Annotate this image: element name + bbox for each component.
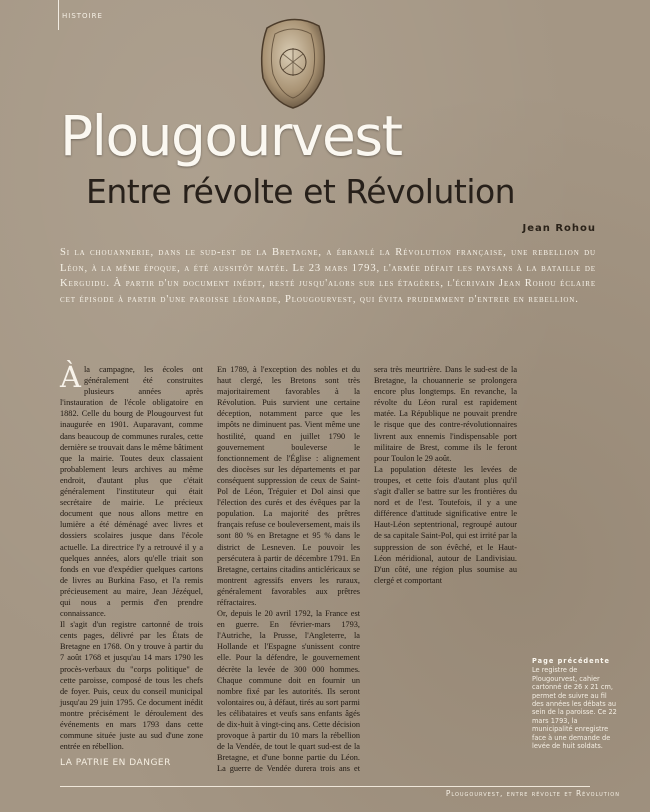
running-footer: Plougourvest, entre révolte et Révolution bbox=[445, 789, 620, 798]
article-title: Plougourvest bbox=[60, 104, 402, 168]
article-subtitle: Entre révolte et Révolution bbox=[86, 172, 516, 211]
caption-label: Page précédente bbox=[532, 657, 610, 665]
body-paragraph: Or, depuis le 20 avril 1792, la France est en guerre. En février-mars 1793, l'Autriche, la Prusse, l'Angleterre, la Hollande et l'Espagne s'unissent contre elle. Pour la défendre, le gouvernement décrète la levée de 300 000 hommes. Chaque commune doit en fournir un nombre fixé par les autorités. Ils seront volontaires ou, à défaut, tirés au sort parmi les célibataires et veufs sans enfants âgés de dix-huit à vingt-cinq ans. Cette décision provoque à partir du 10 mars la rébellion de la Vendée, de tout le quart sud-est de la Bretagne, et d'une bonne partie du Léon. La guerre de Vendée durera trois ans et sera très meurtrière. Dans le sud-est de la Bretagne, la chouannerie se prolongera encore plus longtemps. En revanche, la révolte du Léon rural est rapidement matée. La République ne pouvait prendre le risque que des contre-révolutionnaires livrent aux ennemis l'indispensable port militaire de Brest, comme ils le feront pour Toulon le 29 août. bbox=[217, 365, 517, 774]
header-rule bbox=[58, 0, 59, 30]
image-caption bbox=[532, 657, 620, 750]
lead-paragraph: Si la chouannerie, dans le sud-est de la Bretagne, a ébranlé la Révolution française, une rebellion du Léon, à la même époque, a été aussitôt matée. Le 23 mars 1793, l'armée défait les paysans à la bataille de Kerguidu. À partir d'un document inédit, resté jusqu'alors sur les étagères, l'écrivain Jean Rohou éclaire cet épisode à partir d'une paroisse léonarde, Plougourvest, qui évita prudemment d'entrer en rebellion. bbox=[60, 247, 596, 305]
drop-cap: À bbox=[60, 360, 81, 394]
body-paragraph: La population déteste les levées de troupes, et cette fois d'autant plus qu'il s'agit d'aller se battre sur les frontières du nord et de l'est. Toutefois, il y a une différence d'attitude significative entre le Haut-Léon septentrional, regroupé autour de sa capitale Saint-Pol, qui est irrité par la suppression de son évêché, et le Haut-Léon méridional, autour de Landivisiau. D'un côté, une région plus soumise au clergé et comportant bbox=[374, 464, 517, 585]
wax-seal-image bbox=[253, 10, 333, 112]
section-heading: LA PATRIE EN DANGER bbox=[60, 758, 171, 769]
section-label: HISTOIRE bbox=[62, 12, 103, 20]
author-byline: Jean Rohou bbox=[522, 223, 596, 234]
caption-text: Le registre de Plougourvest, cahier cartonné de 26 x 21 cm, permet de suivre au fil des années les débats au sein de la paroisse. Ce 22 mars 1793, la municipalité enregistre face à une demande de levée de huit soldats. bbox=[532, 666, 617, 751]
body-paragraph: Il s'agit d'un registre cartonné de trois cents pages, délivré par les États de Bretagne en 1768. On y trouve à partir du 7 août 1768 et jusqu'au 14 mars 1790 les procès-verbaux du "corps politique" de cette paroisse, composé de tous les chefs de foyer. Puis, ceux du conseil municipal jusqu'au 29 juin 1795. Ce document inédit montre précisément le déroulement des événements en mars 1793 dans cette commune située juste au sud d'une zone entrée en rébellion. bbox=[60, 620, 203, 752]
body-paragraph: En 1789, à l'exception des nobles et du haut clergé, les Bretons sont très majoritairement favorables à la Révolution. Puis survient une certaine déception, notamment parce que les impôts ne diminuent pas. Vient même une hostilité, quand en juillet 1790 le gouvernement bouleverse le fonctionnement de l'Église : alignement des diocèses sur les départements et par conséquent suppression de ceux de Saint-Pol de Léon, Tréguier et Dol ainsi que l'élection des curés et des évêques par la population. La majorité des prêtres français refuse ce bouleversement, mais ils sont 80 % en Bretagne et 95 % dans le district de Lesneven. Le pouvoir les persécutera à partir de décembre 1791. En Bretagne, certains citadins anticléricaux se montrent agressifs envers les ruraux, généralement favorables aux prêtres réfractaires. bbox=[217, 365, 360, 607]
body-paragraph-text: la campagne, les écoles ont généralement été construites plusieurs années après l'instauration de l'école obligatoire en 1882. Celle du bourg de Plougourvest fut inaugurée en 1901. Auparavant, comme dans beaucoup de communes rurales, cette dernière se trouvait dans le même bâtiment que la mairie. Toutes deux classaient probablement leurs archives au même endroit, d'autant plus que c'était généralement l'instituteur qui était secrétaire de mairie. Le précieux document que nous allons mettre en lumière a été déménagé avec livres et dossiers scolaires jusque dans l'école actuelle. La directrice l'y a retrouvé il y a quelques années, alors qu'elle triait son fonds en vue d'expédier quelques cartons de livres au Burkina Faso, et l'a remis précieusement au maire, Jean Jézéquel, qui nous a permis d'en prendre connaissance. bbox=[60, 365, 203, 619]
footer-rule bbox=[60, 786, 590, 787]
article-body bbox=[60, 360, 517, 784]
body-paragraph bbox=[60, 360, 203, 619]
